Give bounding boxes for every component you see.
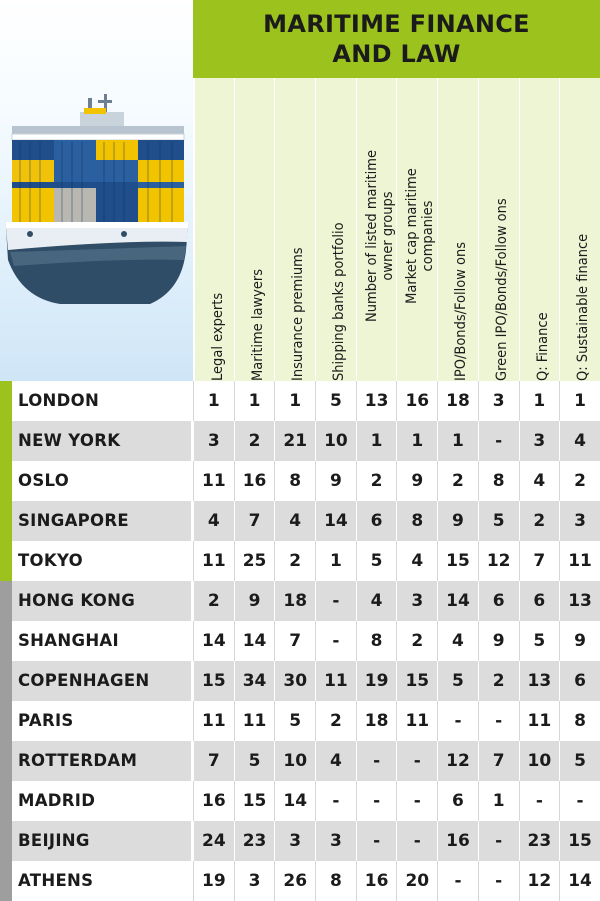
column-header: [315, 78, 356, 381]
rank-cell: 4: [396, 541, 437, 581]
column-header: [193, 78, 234, 381]
rank-cell: 20: [396, 861, 437, 901]
column-header-label: [442, 91, 480, 381]
row-accent-bar: [0, 501, 12, 541]
rank-cell: -: [356, 741, 397, 781]
rank-cell: -: [315, 621, 356, 661]
rank-cell: 14: [437, 581, 478, 621]
row-accent-bar: [0, 821, 12, 861]
container-ship-icon: [0, 90, 193, 310]
city-name: COPENHAGEN: [12, 661, 193, 701]
rank-cell: 1: [274, 381, 315, 421]
rank-cell: 23: [234, 821, 275, 861]
rank-cell: 1: [356, 421, 397, 461]
row-accent-bar: [0, 741, 12, 781]
column-header: [396, 78, 437, 381]
rank-cell: 4: [274, 501, 315, 541]
rank-cell: 3: [559, 501, 600, 541]
rank-cell: 9: [478, 621, 519, 661]
rank-cell: -: [478, 421, 519, 461]
rank-cell: 16: [437, 821, 478, 861]
rank-cell: 8: [356, 621, 397, 661]
rank-cell: 2: [315, 701, 356, 741]
rank-cell: 24: [193, 821, 234, 861]
rank-cell: 3: [396, 581, 437, 621]
rank-cell: 13: [519, 661, 560, 701]
column-header-label: [320, 91, 358, 381]
rank-cell: 14: [193, 621, 234, 661]
rank-cell: -: [437, 861, 478, 901]
rank-cell: -: [396, 741, 437, 781]
rank-cell: 15: [234, 781, 275, 821]
city-name: BEIJING: [12, 821, 193, 861]
rank-cell: 15: [396, 661, 437, 701]
rank-cell: 1: [193, 381, 234, 421]
rank-cell: 14: [559, 861, 600, 901]
rank-cell: 30: [274, 661, 315, 701]
rank-cell: 11: [193, 541, 234, 581]
rank-cell: 15: [559, 821, 600, 861]
city-name: OSLO: [12, 461, 193, 501]
table-row: [0, 541, 600, 581]
rank-cell: 15: [437, 541, 478, 581]
rank-cell: 2: [437, 461, 478, 501]
column-headers: [193, 78, 600, 381]
rank-cell: -: [437, 701, 478, 741]
rank-cell: 14: [274, 781, 315, 821]
rank-cell: -: [478, 701, 519, 741]
rank-cell: 13: [559, 581, 600, 621]
rank-cell: 6: [356, 501, 397, 541]
title-line-2: AND LAW: [332, 40, 461, 68]
rank-cell: -: [478, 821, 519, 861]
rank-cell: 11: [519, 701, 560, 741]
city-name: LONDON: [12, 381, 193, 421]
city-name: SHANGHAI: [12, 621, 193, 661]
rank-cell: 34: [234, 661, 275, 701]
rank-cell: 14: [234, 621, 275, 661]
row-accent-bar: [0, 461, 12, 501]
column-header-line: companies: [420, 200, 437, 272]
rank-cell: 6: [478, 581, 519, 621]
rank-cell: 16: [396, 381, 437, 421]
rank-cell: 8: [396, 501, 437, 541]
ranking-table: [0, 381, 600, 901]
rank-cell: 13: [356, 381, 397, 421]
rank-cell: 16: [234, 461, 275, 501]
city-name: HONG KONG: [12, 581, 193, 621]
column-header: [356, 78, 397, 381]
table-row: [0, 381, 600, 421]
row-accent-bar: [0, 581, 12, 621]
rank-cell: 9: [559, 621, 600, 661]
rank-cell: -: [396, 781, 437, 821]
rank-cell: 9: [234, 581, 275, 621]
column-header-line: Legal experts: [210, 292, 226, 381]
column-header-label: [199, 91, 237, 381]
table-row: [0, 781, 600, 821]
rank-cell: 23: [519, 821, 560, 861]
column-header: [274, 78, 315, 381]
rank-cell: 5: [559, 741, 600, 781]
rank-cell: 5: [315, 381, 356, 421]
rank-cell: -: [356, 821, 397, 861]
table-row: [0, 821, 600, 861]
rank-cell: 9: [396, 461, 437, 501]
rank-cell: 4: [519, 461, 560, 501]
rank-cell: 6: [519, 581, 560, 621]
rank-cell: 25: [234, 541, 275, 581]
rank-cell: 8: [559, 701, 600, 741]
rank-cell: 9: [315, 461, 356, 501]
rank-cell: -: [315, 781, 356, 821]
rank-cell: 2: [478, 661, 519, 701]
rank-cell: 11: [559, 541, 600, 581]
table-row: [0, 621, 600, 661]
rank-cell: -: [396, 821, 437, 861]
rank-cell: 14: [315, 501, 356, 541]
city-name: NEW YORK: [12, 421, 193, 461]
rank-cell: 4: [315, 741, 356, 781]
rank-cell: 2: [519, 501, 560, 541]
rank-cell: -: [315, 581, 356, 621]
rank-cell: 3: [478, 381, 519, 421]
rank-cell: 8: [315, 861, 356, 901]
rank-cell: 7: [193, 741, 234, 781]
rank-cell: 1: [234, 381, 275, 421]
rank-cell: 16: [356, 861, 397, 901]
table-row: [0, 741, 600, 781]
column-header-line: Maritime lawyers: [249, 268, 266, 381]
row-accent-bar: [0, 421, 12, 461]
title-band: [193, 0, 600, 78]
column-header-line: Q: Sustainable finance: [575, 233, 592, 381]
rank-cell: 1: [478, 781, 519, 821]
rank-cell: 18: [274, 581, 315, 621]
column-header-line: IPO/Bonds/Follow ons: [453, 241, 470, 381]
rank-cell: 2: [559, 461, 600, 501]
rank-cell: 4: [356, 581, 397, 621]
city-name: MADRID: [12, 781, 193, 821]
table-row: [0, 861, 600, 901]
rank-cell: 2: [193, 581, 234, 621]
rank-cell: 3: [193, 421, 234, 461]
rank-cell: 7: [478, 741, 519, 781]
table-row: [0, 501, 600, 541]
rank-cell: 26: [274, 861, 315, 901]
rank-cell: 5: [234, 741, 275, 781]
column-header-line: Market cap maritime: [404, 168, 421, 304]
rank-cell: 2: [396, 621, 437, 661]
row-accent-bar: [0, 661, 12, 701]
rank-cell: 15: [193, 661, 234, 701]
rank-cell: 2: [274, 541, 315, 581]
rank-cell: 7: [274, 621, 315, 661]
rank-cell: 11: [193, 701, 234, 741]
rank-cell: 7: [519, 541, 560, 581]
rank-cell: 4: [559, 421, 600, 461]
rank-cell: 1: [437, 421, 478, 461]
column-header-line: Q: Finance: [534, 312, 551, 381]
rank-cell: 8: [274, 461, 315, 501]
rank-cell: 12: [478, 541, 519, 581]
rank-cell: 3: [519, 421, 560, 461]
column-header-label: [564, 91, 600, 381]
row-accent-bar: [0, 701, 12, 741]
city-name: PARIS: [12, 701, 193, 741]
rank-cell: 4: [193, 501, 234, 541]
column-header-label: [524, 91, 562, 381]
rank-cell: 2: [356, 461, 397, 501]
column-header-label: [361, 91, 399, 381]
column-header: [437, 78, 478, 381]
rank-cell: 16: [193, 781, 234, 821]
column-header: [234, 78, 275, 381]
city-name: ROTTERDAM: [12, 741, 193, 781]
rank-cell: 10: [315, 421, 356, 461]
rank-cell: -: [519, 781, 560, 821]
row-accent-bar: [0, 781, 12, 821]
rank-cell: 11: [396, 701, 437, 741]
rank-cell: 11: [315, 661, 356, 701]
rank-cell: 3: [234, 861, 275, 901]
rank-cell: 1: [396, 421, 437, 461]
rank-cell: 9: [437, 501, 478, 541]
column-header-line: Green IPO/Bonds/Follow ons: [493, 198, 510, 381]
rank-cell: 2: [234, 421, 275, 461]
rank-cell: 3: [315, 821, 356, 861]
rank-cell: 18: [356, 701, 397, 741]
rank-cell: 3: [274, 821, 315, 861]
column-header-line: Number of listed maritime: [363, 149, 380, 323]
table-row: [0, 421, 600, 461]
rank-cell: 5: [274, 701, 315, 741]
rank-cell: 18: [437, 381, 478, 421]
column-header-label: [279, 91, 317, 381]
column-header-line: Insurance premiums: [290, 247, 307, 381]
rank-cell: 1: [519, 381, 560, 421]
column-header: [559, 78, 600, 381]
city-name: SINGAPORE: [12, 501, 193, 541]
column-header-line: Shipping banks portfolio: [331, 222, 348, 381]
column-header-line: owner groups: [379, 191, 396, 281]
table-row: [0, 581, 600, 621]
rank-cell: 6: [559, 661, 600, 701]
rank-cell: 21: [274, 421, 315, 461]
table-row: [0, 661, 600, 701]
table-row: [0, 701, 600, 741]
rank-cell: 11: [193, 461, 234, 501]
rank-cell: 4: [437, 621, 478, 661]
rank-cell: 5: [356, 541, 397, 581]
column-header: [478, 78, 519, 381]
table-row: [0, 461, 600, 501]
rank-cell: -: [478, 861, 519, 901]
rank-cell: 19: [193, 861, 234, 901]
row-accent-bar: [0, 861, 12, 901]
city-name: TOKYO: [12, 541, 193, 581]
row-accent-bar: [0, 541, 12, 581]
rank-cell: 7: [234, 501, 275, 541]
rank-cell: 1: [559, 381, 600, 421]
rank-cell: 6: [437, 781, 478, 821]
rank-cell: 19: [356, 661, 397, 701]
rank-cell: 5: [478, 501, 519, 541]
rank-cell: -: [356, 781, 397, 821]
rank-cell: 11: [234, 701, 275, 741]
row-accent-bar: [0, 381, 12, 421]
rank-cell: 1: [315, 541, 356, 581]
rank-cell: 5: [437, 661, 478, 701]
rank-cell: 5: [519, 621, 560, 661]
rank-cell: -: [559, 781, 600, 821]
column-header-label: [483, 91, 521, 381]
rank-cell: 10: [519, 741, 560, 781]
rank-cell: 10: [274, 741, 315, 781]
rank-cell: 12: [519, 861, 560, 901]
rank-cell: 8: [478, 461, 519, 501]
ship-illustration-panel: [0, 0, 193, 381]
column-header-label: [239, 91, 277, 381]
row-accent-bar: [0, 621, 12, 661]
title-line-1: MARITIME FINANCE: [263, 10, 530, 38]
rank-cell: 12: [437, 741, 478, 781]
city-name: ATHENS: [12, 861, 193, 901]
column-header: [519, 78, 560, 381]
column-header-label: [401, 91, 439, 381]
